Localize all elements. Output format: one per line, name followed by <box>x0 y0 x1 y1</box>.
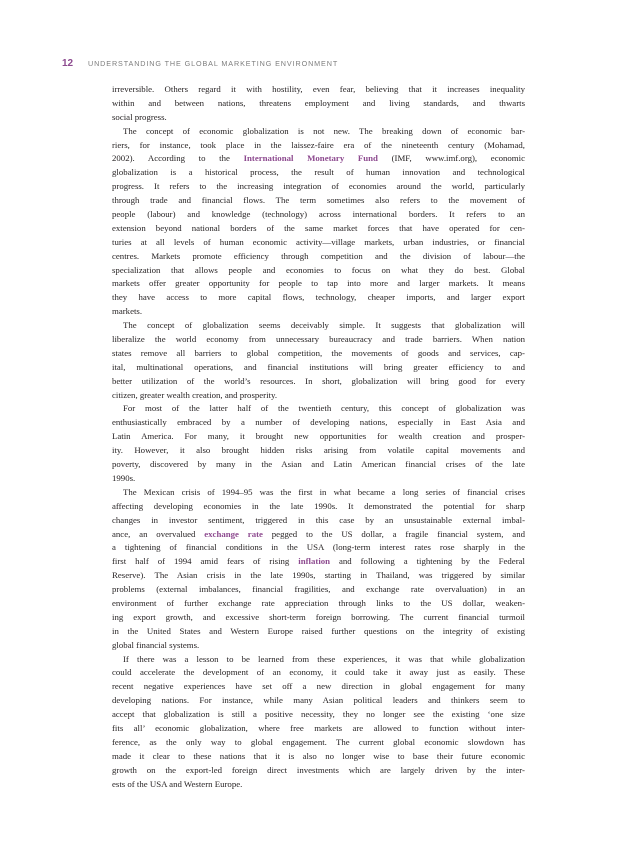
text-segment: people (labour) and knowledge (technology) across international borders. It refers to an <box>112 209 525 220</box>
text-line <box>112 180 525 194</box>
text-line <box>112 458 525 472</box>
text-segment: could accelerate the development of an economy, it could take it away just as easily. These <box>112 667 525 678</box>
text-line <box>112 389 525 403</box>
text-line <box>112 514 525 528</box>
text-line <box>112 402 525 416</box>
text-segment: The concept of globalization seems deceivably simple. It suggests that globalization will <box>123 320 525 331</box>
text-line <box>112 444 525 458</box>
glossary-term-link: exchange rate <box>204 528 263 539</box>
text-segment: recent negative experiences have set off a new direction in global engagement for many <box>112 681 525 692</box>
text-line <box>112 152 525 166</box>
body-text <box>112 83 525 791</box>
text-segment: in the United States and Western Europe raised further questions on the integrity of existing <box>112 625 525 636</box>
text-segment: liberalize the world economy from unnecessary bureaucracy and trade barriers. When nation <box>112 334 525 345</box>
text-line <box>112 319 525 333</box>
text-segment: social progress. <box>112 111 167 122</box>
text-segment: made it clear to these nations that it is also no longer wise to base their future economic <box>112 750 525 761</box>
text-segment: For most of the latter half of the twentieth century, this concept of globalization was <box>123 403 525 414</box>
text-segment: global financial systems. <box>112 639 200 650</box>
text-segment: globalization is a historical process, the result of human innovation and technological <box>112 167 525 178</box>
text-line <box>112 430 525 444</box>
text-line <box>112 125 525 139</box>
text-segment: within and between nations, threatens employment and living standards, and thwarts <box>112 97 525 108</box>
text-segment: environment of further exchange rate appreciation through links to the US dollar, weaken- <box>112 597 525 608</box>
text-line <box>112 236 525 250</box>
text-line <box>112 111 525 125</box>
text-line <box>112 625 525 639</box>
text-line <box>112 277 525 291</box>
text-segment: better utilization of the world’s resources. In short, globalization will bring good for every <box>112 375 525 386</box>
text-line <box>112 208 525 222</box>
text-segment: extension beyond national borders of the same market forces that have operated for cen- <box>112 222 525 233</box>
text-segment: ference, as the only way to global engagement. The current global economic slowdown has <box>112 736 525 747</box>
text-segment: ests of the USA and Western Europe. <box>112 778 243 789</box>
text-line <box>112 194 525 208</box>
text-segment: problems (external imbalances, financial fragilities, and exchange rate overvaluation) in an <box>112 584 525 595</box>
text-segment: growth on the export-led foreign direct investments which are largely driven by the inter- <box>112 764 525 775</box>
text-segment: centres. Markets promote efficiency through competition and the division of labour—the <box>112 250 525 261</box>
text-line <box>112 333 525 347</box>
text-segment: states remove all barriers to global competition, the movements of goods and services, cap- <box>112 347 525 358</box>
text-line <box>112 778 525 792</box>
glossary-term-link: International Monetary Fund <box>243 153 378 164</box>
text-line <box>112 361 525 375</box>
text-segment: affecting developing economies in the late 1990s. It demonstrated the potential for sharp <box>112 500 525 511</box>
text-segment: Latin America. For many, it brought new opportunities for wealth creation and prosper- <box>112 431 525 442</box>
text-segment: citizen, greater wealth creation, and prosperity. <box>112 389 278 400</box>
running-header <box>62 57 338 69</box>
text-line <box>112 375 525 389</box>
text-segment: fits all’ economic globalization, where free markets are allowed to function without inter- <box>112 722 525 733</box>
text-line <box>112 750 525 764</box>
text-line <box>112 764 525 778</box>
text-line <box>112 166 525 180</box>
text-line <box>112 541 525 555</box>
text-line <box>112 666 525 680</box>
text-segment: progress. It refers to the increasing integration of economies around the world, particularly <box>112 181 525 192</box>
text-segment: markets offer greater opportunity for people to tap into more and larger markets. It means <box>112 278 525 289</box>
text-line <box>112 569 525 583</box>
text-segment: ance, an overvalued <box>112 528 205 539</box>
text-line <box>112 250 525 264</box>
text-line <box>112 528 525 542</box>
page-number: 12 <box>62 57 74 69</box>
text-line <box>112 486 525 500</box>
text-line <box>112 736 525 750</box>
text-segment: riers, for instance, took place in the laissez-faire era of the nineteenth century (Mohamad, <box>112 139 525 150</box>
text-segment: If there was a lesson to be learned from these experiences, it was that while globalization <box>123 653 525 664</box>
text-line <box>112 347 525 361</box>
text-segment: enthusiastically embraced by a number of developing nations, especially in East Asia and <box>112 417 525 428</box>
text-line <box>112 597 525 611</box>
text-line <box>112 222 525 236</box>
text-line <box>112 500 525 514</box>
text-line <box>112 694 525 708</box>
text-line <box>112 305 525 319</box>
text-segment: ital, multinational operations, and financial institutions will bring greater efficiency to and <box>112 361 525 372</box>
text-segment: they have access to more capital flows, technology, cheaper imports, and larger export <box>112 292 525 303</box>
text-line <box>112 708 525 722</box>
text-segment: (IMF, www.imf.org), economic <box>377 153 525 164</box>
text-segment: accept that globalization is still a positive necessity, they no longer see the existing ‘one size <box>112 709 525 720</box>
running-title: UNDERSTANDING THE GLOBAL MARKETING ENVIRONMENT <box>88 58 339 68</box>
text-segment: markets. <box>112 306 143 317</box>
text-segment: 1990s. <box>112 472 136 483</box>
text-segment: poverty, discovered by many in the Asian and Latin American financial crises of the late <box>112 459 525 470</box>
text-segment: pegged to the US dollar, a fragile financial system, and <box>262 528 525 539</box>
text-segment: The Mexican crisis of 1994–95 was the first in what became a long series of financial crises <box>123 486 525 497</box>
text-line <box>112 653 525 667</box>
text-segment: developing nations. For instance, while many Asian political leaders and thinkers seem to <box>112 695 525 706</box>
text-segment: turies at all levels of human economic activity—village markets, urban industries, or financial <box>112 236 525 247</box>
text-segment: Reserve). The Asian crisis in the late 1990s, starting in Thailand, was triggered by similar <box>112 570 525 581</box>
text-segment: ing export growth, and excessive short-term foreign borrowing. The current financial turmoil <box>112 611 525 622</box>
text-segment: specialization that allows people and economies to focus on what they do best. Global <box>112 264 525 275</box>
text-line <box>112 611 525 625</box>
text-line <box>112 416 525 430</box>
text-line <box>112 472 525 486</box>
text-segment: 2002). According to the <box>112 153 244 164</box>
text-segment: and following a tightening by the Federal <box>330 556 525 567</box>
text-line <box>112 680 525 694</box>
text-segment: changes in investor sentiment, triggered in this case by an unsustainable external imbal- <box>112 514 525 525</box>
glossary-term-link: inflation <box>298 556 331 567</box>
text-segment: The concept of economic globalization is not new. The breaking down of economic bar- <box>123 125 525 136</box>
text-line <box>112 83 525 97</box>
text-segment: through trade and financial flows. The term sometimes also refers to the movement of <box>112 195 525 206</box>
text-line <box>112 264 525 278</box>
text-line <box>112 139 525 153</box>
text-line <box>112 555 525 569</box>
text-line <box>112 583 525 597</box>
text-segment: first half of 1994 amid fears of rising <box>112 556 299 567</box>
text-line <box>112 97 525 111</box>
text-line <box>112 639 525 653</box>
text-line <box>112 722 525 736</box>
text-segment: a tightening of financial conditions in the USA (long-term interest rates rose sharply in the <box>112 542 525 553</box>
text-segment: irreversible. Others regard it with hostility, even fear, believing that it increases inequality <box>112 84 525 94</box>
text-segment: ity. However, it also brought hidden risks arising from volatile capital movements and <box>112 445 525 456</box>
text-line <box>112 291 525 305</box>
